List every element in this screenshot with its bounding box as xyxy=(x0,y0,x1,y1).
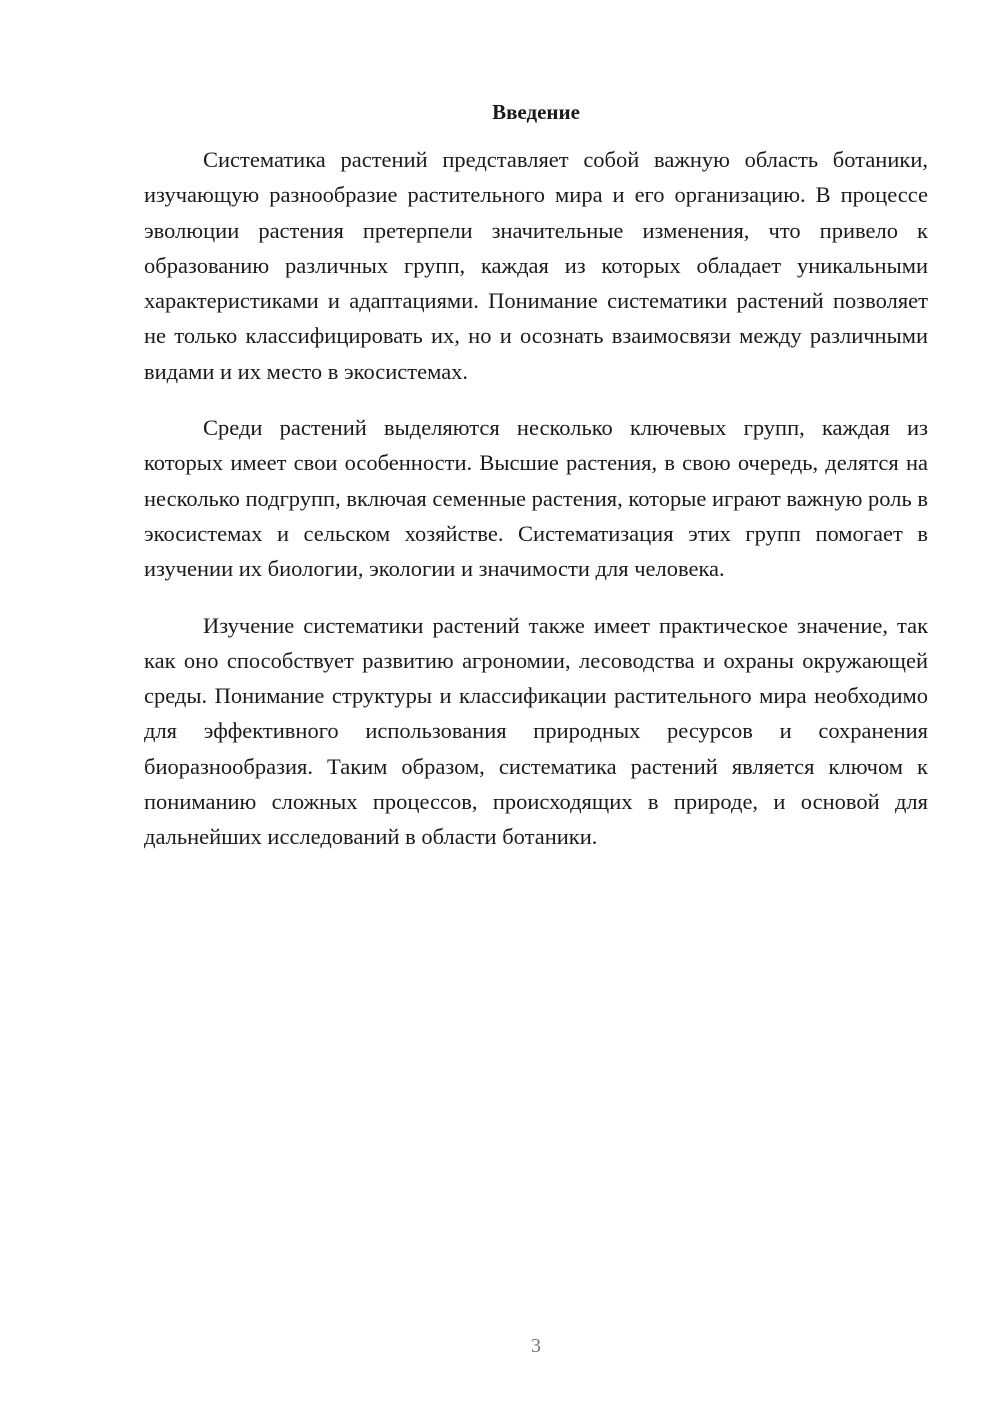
paragraph-2: Среди растений выделяются несколько ключевых групп, каждая из которых имеет свои особенности. Высшие растения, в свою очередь, делятся на несколько подгрупп, включая семенные растения, которые играют важную роль в экосистемах и сельском хозяйстве. Систематизация этих групп помогает в изучении их биологии, экологии и значимости для человека. xyxy=(144,415,928,582)
paragraph-3: Изучение систематики растений также имеет практическое значение, так как оно способствует развитию агрономии, лесоводства и охраны окружающей среды. Понимание структуры и классификации растительного мира необходимо для эффективного использования природных ресурсов и сохранения биоразнообразия. Таким образом, систематика растений является ключом к пониманию сложных процессов, происходящих в природе, и основой для дальнейших исследований в области ботаники. xyxy=(144,612,928,850)
paragraph-1: Систематика растений представляет собой важную область ботаники, изучающую разнообразие растительного мира и его организацию. В процессе эволюции растения претерпели значительные изменения, что привело к образованию различных групп, каждая из которых обладает уникальными характеристиками и адаптациями. Понимание систематики растений позволяет не только классифицировать их, но и осознать взаимосвязи между различными видами и их место в экосистемах. xyxy=(144,147,928,384)
page-title: Введение xyxy=(492,100,580,124)
page-number: 3 xyxy=(531,1335,541,1357)
body-text xyxy=(144,142,928,876)
